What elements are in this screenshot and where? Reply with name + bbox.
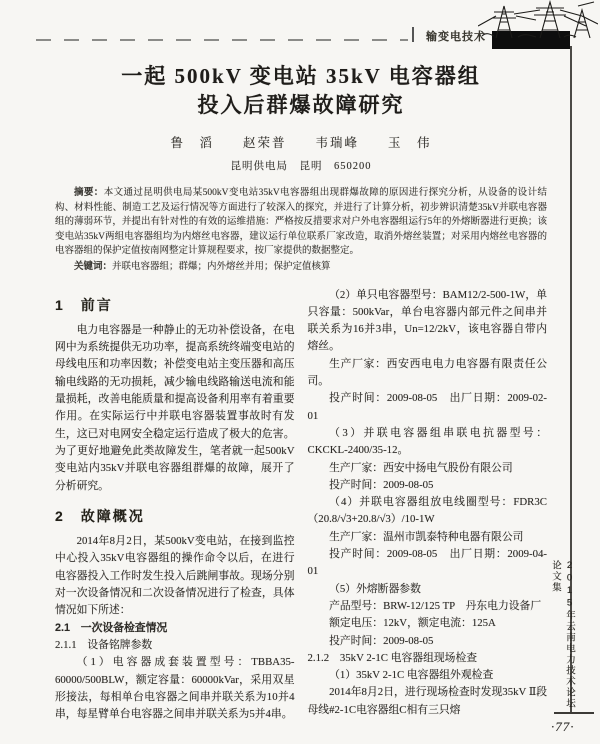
body-paragraph: 生产厂家：西安中扬电气股份有限公司 xyxy=(329,461,513,474)
body-paragraph: 生产厂家：西安西电电力电容器有限责任公司。 xyxy=(307,357,547,388)
body-paragraph: 产品型号：BRW-12/125 TP 丹东电力设备厂 xyxy=(329,599,542,612)
body-paragraph: （1）电容器成套装置型号：TBBA35-60000/500BLW，额定容量：60000kVar，采用双星形接法，每相单台电容器之间串并联关系为10并4串，每星臂单台电容器之间串并联关系为5并4串。 xyxy=(55,656,295,721)
abstract-paragraph xyxy=(55,186,547,259)
body-paragraph: 投产时间：2009-08-05 xyxy=(329,634,434,647)
body-paragraph: （4）并联电容器组放电线圈型号：FDR3C（20.8/√3+20.8/√3）/10-1W xyxy=(307,496,547,526)
page-content xyxy=(55,56,547,723)
two-column-body xyxy=(55,287,547,724)
section-heading-1: 1 前言 xyxy=(55,296,113,313)
body-paragraph: 生产厂家：温州市凯泰特种电器有限公司 xyxy=(329,530,524,543)
abstract-block xyxy=(55,186,547,275)
paper-title-line1: 一起 500kV 变电站 35kV 电容器组 xyxy=(121,64,481,88)
body-paragraph: （3）并联电容器组串联电抗器型号：CKCKL-2400/35-12。 xyxy=(307,426,547,457)
transmission-towers-icon xyxy=(478,0,598,40)
author-line: 鲁 滔 赵荣普 韦瑞峰 玉 伟 xyxy=(170,136,432,150)
body-paragraph: 电力电容器是一种静止的无功补偿设备，在电网中为系统提供无功功率，提高系统终端变电站的母线电压和功率因数；补偿变电站主变压器和高压输电线路的无功损耗，减少输电线路输送电流和能量损耗，改善电能质量和提高设备利用率有着重要作用。在实际运行中并联电容器装置事故时有发生，这已对电网安全稳定运行造成了极大的危害。为了更好地避免此类故障发生，笔者就一起500kV变电站内35kV并联电容器组群爆的故障，展开了分析研究。 xyxy=(55,323,295,492)
left-column xyxy=(55,287,295,724)
column-section-label: 输变电技术 xyxy=(426,31,486,43)
body-paragraph: （1）35kV 2-1C 电容器组外观检查 xyxy=(329,669,494,682)
header-dashed-rule xyxy=(36,39,408,41)
subsection-heading-2-1-2: 2.1.2 35kV 2-1C 电容器组现场检查 xyxy=(307,651,478,664)
right-column xyxy=(308,287,548,724)
header-tick-mark xyxy=(412,27,414,42)
body-paragraph: 2014年8月2日，某500kV变电站，在接到监控中心投入35kV电容器组的操作命令以后，在进行电容器投入工作时发生投入后跳闸事故。现场分别对一次设备情况和二次设备情况进行了检查，具体情况如下所述： xyxy=(55,535,295,617)
page-number: ·77· xyxy=(551,719,575,734)
subsection-heading-2-1-1: 2.1.1 设备铭牌参数 xyxy=(55,638,153,651)
sidebar-bottom-tick xyxy=(554,712,594,714)
keywords-text: 并联电容器组；群爆；内外熔丝并用；保护定值核算 xyxy=(112,261,331,272)
abstract-label: 摘要： xyxy=(74,188,104,198)
keywords-label: 关键词： xyxy=(74,261,113,272)
body-paragraph: （2）单只电容器型号：BAM12/2-500-1W，单只容量：500kVar，单台电容器内部元件之间串并联关系为16并3串，Un=12/2kV，该电容器自带内熔丝。 xyxy=(307,288,547,353)
abstract-text: 本文通过昆明供电局某500kV变电站35kV电容器组出现群爆故障的原因进行探究分析，从设备的设计结构、材料性能、制造工艺及运行情况等方面进行了较深入的探究，并进行了计算分析，初步辨识清楚35kV并联电容器组的薄弱环节，并提出有针对性的有效的运维措施：严格按反措要求对户外电容器组运行5年的外熔断器进行更换；该变电站35kV两组电容器组均为内熔丝电容器，建议运行单位联系厂家改造，取消外熔丝装置；对采用内熔丝电容器的电容器组的保护定值按南网整定计算规程要求，按厂家提供的数据整定。 xyxy=(55,188,547,257)
paper-title-line2: 投入后群爆故障研究 xyxy=(197,93,405,117)
body-paragraph: 额定电压：12kV，额定电流：125A xyxy=(329,617,496,630)
body-paragraph: （5）外熔断器参数 xyxy=(329,582,421,595)
paper-title xyxy=(55,62,547,120)
body-paragraph: 投产时间：2009-08-05 xyxy=(329,478,434,491)
keywords-paragraph xyxy=(55,260,547,275)
body-paragraph: 投产时间：2009-08-05 出厂日期：2009-04-01 xyxy=(307,548,547,578)
proceedings-vertical-title: 2015年云南电力技术论坛论文集 xyxy=(550,560,575,709)
subsection-heading-2-1: 2.1 一次设备检查情况 xyxy=(55,621,168,634)
section-heading-2: 2 故障概况 xyxy=(55,507,145,524)
body-paragraph: 2014年8月2日，进行现场检查时发现35kV Ⅱ段母线#2-1C电容器组C相有三只熔 xyxy=(307,686,547,716)
affiliation-line: 昆明供电局 昆明 650200 xyxy=(230,161,372,172)
body-paragraph: 投产时间：2009-08-05 出厂日期：2009-02-01 xyxy=(307,392,547,422)
